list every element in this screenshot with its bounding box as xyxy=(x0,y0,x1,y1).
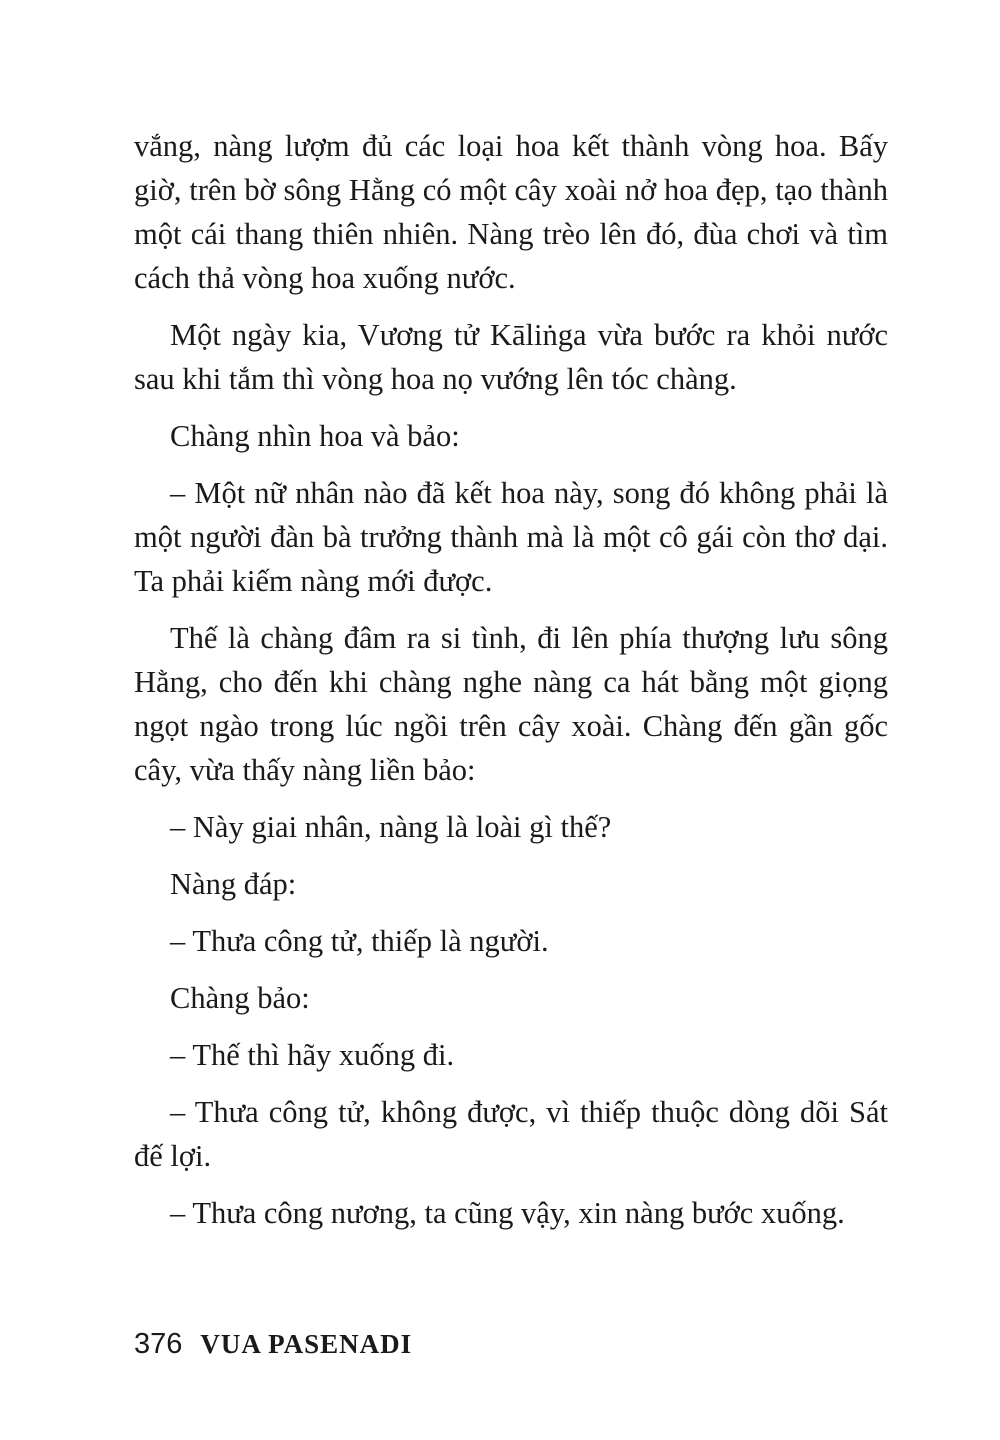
paragraph: – Thưa công nương, ta cũng vậy, xin nàng bước xuống. xyxy=(170,1196,845,1230)
running-title: VUA PASENADI xyxy=(200,1328,413,1359)
paragraph: Chàng bảo: xyxy=(170,981,310,1015)
paragraph: – Một nữ nhân nào đã kết hoa này, song đó không phải là một người đàn bà trưởng thành mà là một cô gái còn thơ dại. Ta phải kiếm nàng mới được. xyxy=(134,476,888,598)
paragraph: vắng, nàng lượm đủ các loại hoa kết thành vòng hoa. Bấy giờ, trên bờ sông Hằng có một cây xoài nở hoa đẹp, tạo thành một cái thang thiên nhiên. Nàng trèo lên đó, đùa chơi và tìm cách thả vòng hoa xuống nước. xyxy=(134,129,888,295)
paragraph: Nàng đáp: xyxy=(170,867,297,901)
paragraph: – Thưa công tử, thiếp là người. xyxy=(170,924,549,958)
page-number: 376 xyxy=(134,1327,183,1360)
paragraph: – Thưa công tử, không được, vì thiếp thuộc dòng dõi Sát đế lợi. xyxy=(134,1095,888,1173)
page-footer xyxy=(134,1322,412,1366)
page-body-text xyxy=(134,124,888,1248)
paragraph: Thế là chàng đâm ra si tình, đi lên phía thượng lưu sông Hằng, cho đến khi chàng nghe nàng ca hát bằng một giọng ngọt ngào trong lúc ngồi trên cây xoài. Chàng đến gần gốc cây, vừa thấy nàng liền bảo: xyxy=(134,621,888,787)
paragraph: Chàng nhìn hoa và bảo: xyxy=(170,419,460,453)
paragraph: – Thế thì hãy xuống đi. xyxy=(170,1038,455,1072)
paragraph: – Này giai nhân, nàng là loài gì thế? xyxy=(170,810,612,844)
paragraph: Một ngày kia, Vương tử Kāliṅga vừa bước ra khỏi nước sau khi tắm thì vòng hoa nọ vướng lên tóc chàng. xyxy=(134,318,888,396)
